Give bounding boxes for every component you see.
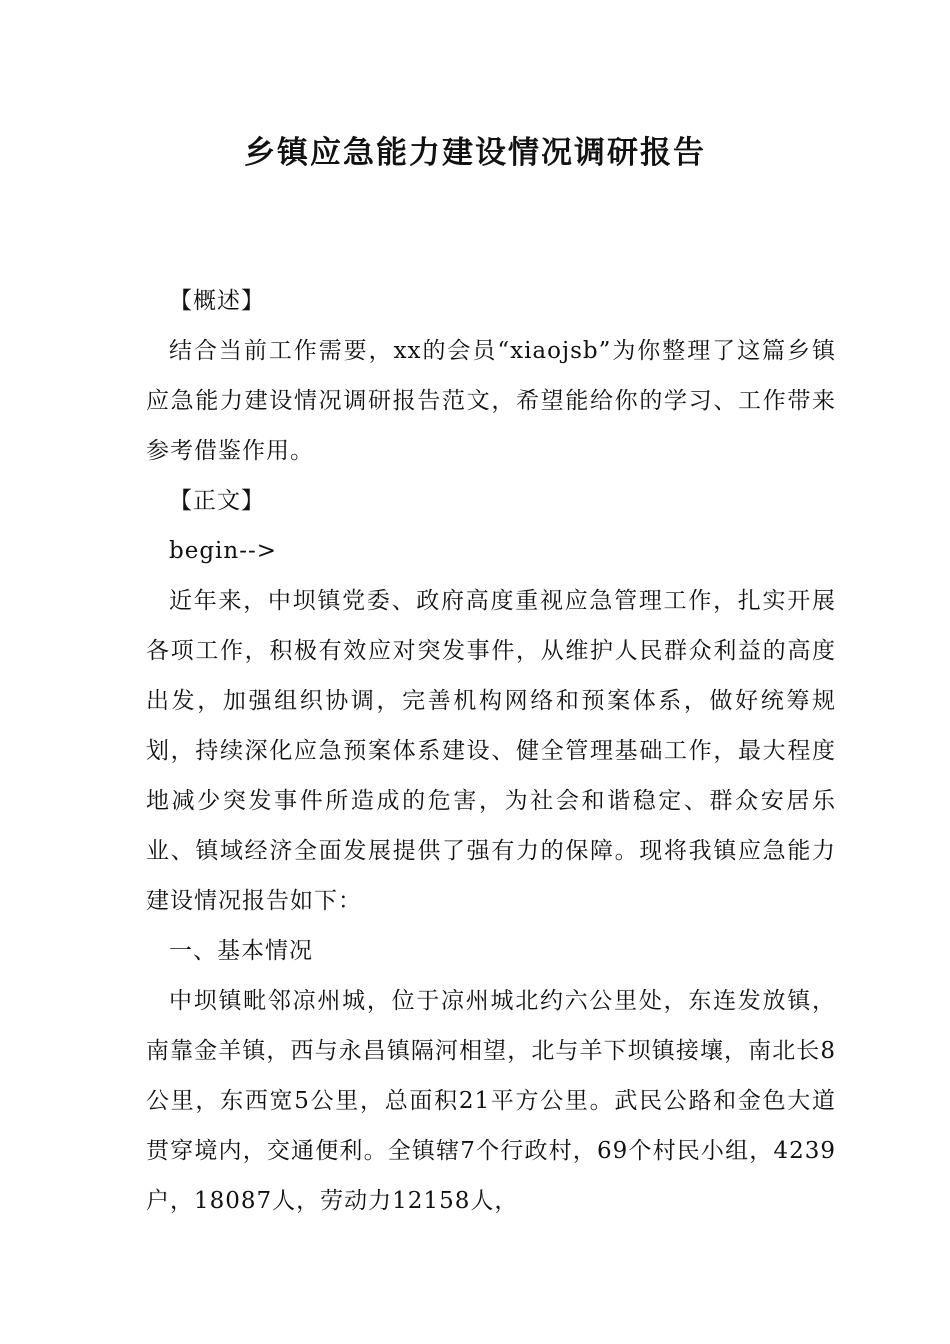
section-heading-main-text: 【正文】 xyxy=(169,488,265,514)
paragraph-intro: 结合当前工作需要，xx的会员“xiaojsb”为你整理了这篇乡镇应急能力建设情况调研报告范文，希望能给你的学习、工作带来参考借鉴作用。 xyxy=(146,338,836,464)
section-heading-basic-situation: 一、基本情况 xyxy=(169,938,313,964)
document-body xyxy=(146,276,836,1226)
begin-marker: begin--> xyxy=(169,538,278,564)
document-title: 乡镇应急能力建设情况调研报告 xyxy=(244,135,706,171)
paragraph-background: 近年来，中坝镇党委、政府高度重视应急管理工作，扎实开展各项工作，积极有效应对突发事件，从维护人民群众利益的高度出发，加强组织协调，完善机构网络和预案体系，做好统筹规划，持续深化应急预案体系建设、健全管理基础工作，最大程度地减少突发事件所造成的危害，为社会和谐稳定、群众安居乐业、镇域经济全面发展提供了强有力的保障。现将我镇应急能力建设情况报告如下： xyxy=(146,588,836,914)
paragraph-basic-situation: 中坝镇毗邻凉州城，位于凉州城北约六公里处，东连发放镇，南靠金羊镇，西与永昌镇隔河相望，北与羊下坝镇接壤，南北长8公里，东西宽5公里，总面积21平方公里。武民公路和金色大道贯穿境内，交通便利。全镇辖7个行政村，69个村民小组，4239户，18087人，劳动力12158人， xyxy=(146,988,836,1214)
section-heading-overview: 【概述】 xyxy=(169,288,265,314)
